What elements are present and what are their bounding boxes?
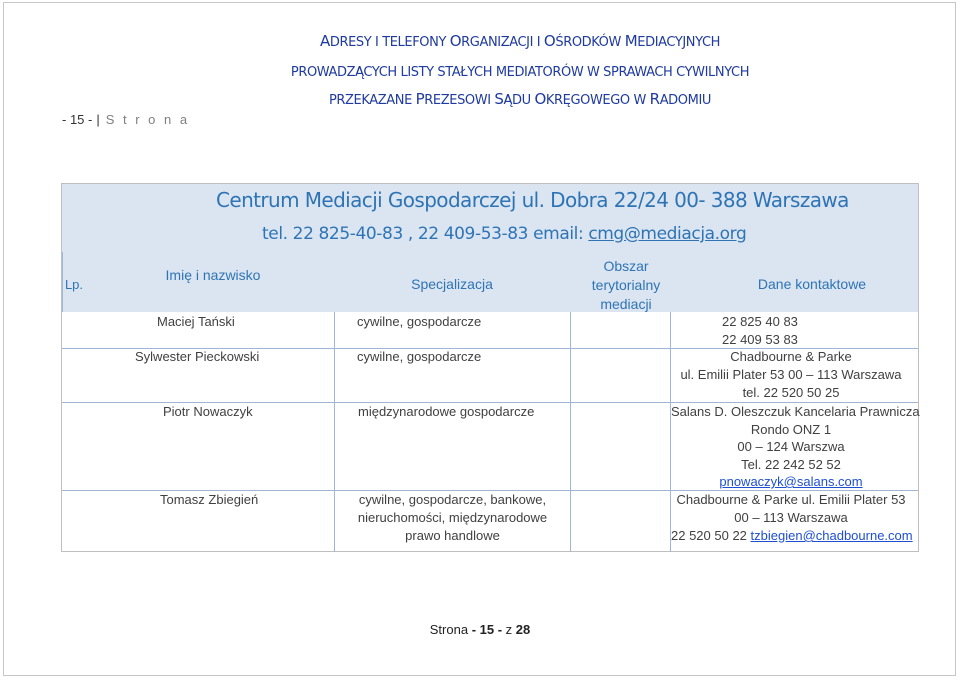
table-header: [62, 184, 918, 312]
contact-phone: 22 825 40 83: [722, 314, 798, 329]
contact-line: Tel. 22 242 52 52: [741, 457, 841, 472]
heading-line-2: PROWADZĄCYCH LISTY STAŁYCH MEDIATORÓW W SPRAWACH CYWILNYCH: [290, 65, 750, 80]
contact-phone: 22 409 53 83: [722, 332, 798, 347]
page-footer: Strona - 15 - z 28: [429, 622, 531, 637]
column-lp: Lp.: [64, 277, 84, 292]
center-email-link[interactable]: cmg@mediacja.org: [588, 224, 747, 244]
contact-line: 00 – 113 Warszawa: [734, 510, 848, 525]
column-specialization: Specjalizacja: [411, 276, 493, 292]
contact-line: Rondo ONZ 1: [750, 422, 832, 437]
email-link[interactable]: tzbiegien@chadbourne.com: [750, 528, 913, 543]
contact-phone-email: 22 520 50 22 tzbiegien@chadbourne.com: [671, 528, 913, 543]
mediators-table: [61, 183, 919, 552]
column-contact: Dane kontaktowe: [757, 276, 867, 292]
contact-line: ul. Emilii Plater 53 00 – 113 Warszawa: [680, 367, 902, 382]
heading-line-3: PRZEKAZANE PREZESOWI SĄDU OKRĘGOWEGO W RADOMIU: [328, 90, 711, 108]
center-contact: tel. 22 825-40-83 , 22 409-53-83 email: cmg@mediacja.org: [262, 224, 747, 244]
email-link[interactable]: pnowaczyk@salans.com: [719, 474, 863, 489]
page-marker: - 15 - | S t r o n a: [62, 112, 190, 127]
column-name: Imię i nazwisko: [165, 267, 261, 283]
contact-line: 00 – 124 Warszwa: [737, 439, 845, 454]
mediator-name: Tomasz Zbiegień: [160, 492, 259, 507]
contact-line: Chadbourne & Parke ul. Emilii Plater 53: [676, 492, 906, 507]
mediator-specialization: cywilne, gospodarcze: [357, 314, 482, 329]
mediator-specialization: cywilne, gospodarcze: [357, 349, 482, 364]
mediator-specialization: międzynarodowe gospodarcze: [358, 404, 535, 419]
contact-line: Salans D. Oleszczuk Kancelaria Prawnicza: [671, 404, 920, 419]
mediator-specialization: cywilne, gospodarcze, bankowe,: [358, 492, 547, 507]
heading-line-1: ADRESY I TELEFONY ORGANIZACJI I OŚRODKÓW MEDIACYJNYCH: [319, 32, 721, 50]
mediator-name: Maciej Tański: [157, 314, 235, 329]
column-area: Obszar terytorialny mediacji: [591, 258, 661, 312]
mediator-specialization: prawo handlowe: [405, 528, 500, 543]
mediator-name: Sylwester Pieckowski: [135, 349, 260, 364]
center-name: Centrum Mediacji Gospodarczej ul. Dobra 22/24 00- 388 Warszawa: [216, 188, 849, 212]
contact-line: Chadbourne & Parke: [730, 349, 852, 364]
contact-email: [671, 473, 911, 491]
mediator-name: Piotr Nowaczyk: [163, 404, 253, 419]
contact-line: tel. 22 520 50 25: [742, 385, 840, 400]
mediator-specialization: nieruchomości, międzynarodowe: [357, 510, 548, 525]
